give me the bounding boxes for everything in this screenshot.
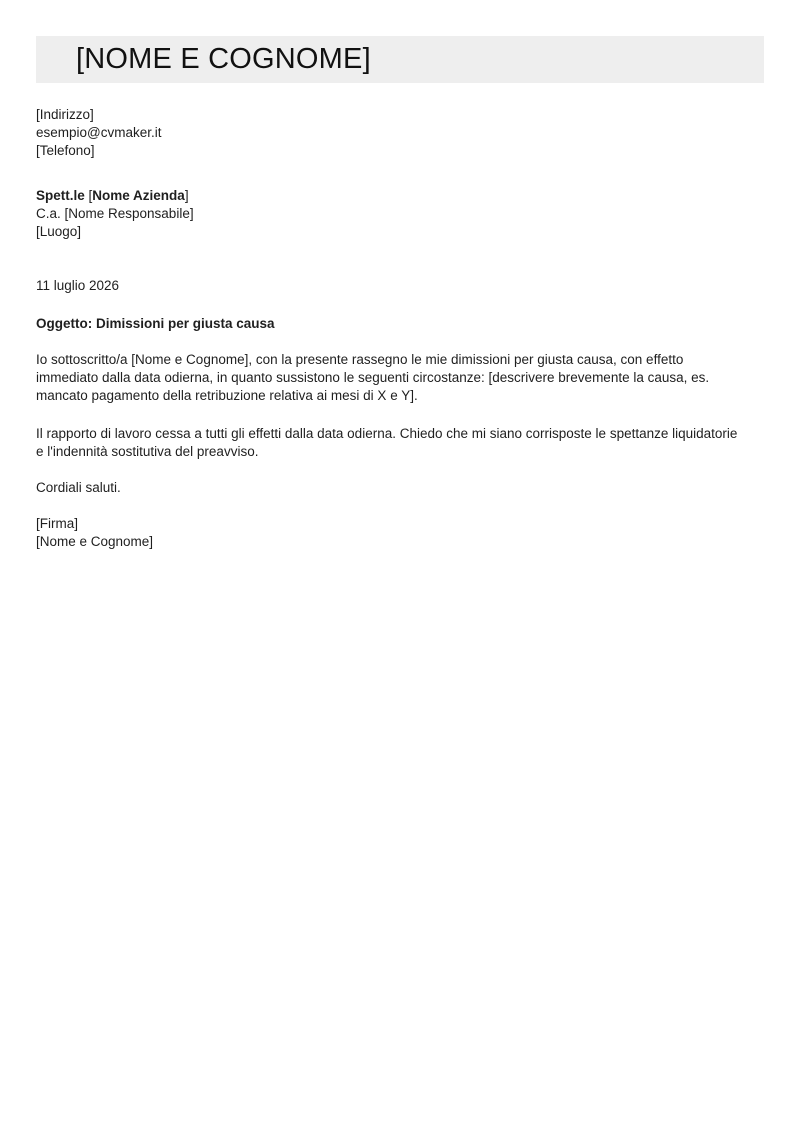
recipient-attention: C.a. [Nome Responsabile] xyxy=(36,206,194,221)
recipient-company-open: [ xyxy=(84,188,93,203)
sender-phone: [Telefono] xyxy=(36,143,95,158)
recipient-block xyxy=(36,187,194,241)
letter-subject: Oggetto: Dimissioni per giusta causa xyxy=(36,316,275,331)
body-paragraph-1: Io sottoscritto/a [Nome e Cognome], con la presente rassegno le mie dimissioni per giusta causa, con effetto immediato dalla data odierna, in quanto sussistono le seguenti circostanze: [descrivere brevemente la causa, es. mancato pagamento della retribuzione relativa ai mesi di X e Y]. xyxy=(36,352,710,403)
recipient-company-close: ] xyxy=(184,188,189,203)
recipient-prefix: Spett.le xyxy=(36,188,85,203)
recipient-place: [Luogo] xyxy=(36,224,82,239)
sender-address: [Indirizzo] xyxy=(36,107,94,122)
closing-salutation: Cordiali saluti. xyxy=(36,480,121,495)
body-paragraph-2: Il rapporto di lavoro cessa a tutti gli effetti dalla data odierna. Chiedo che mi siano corrisposte le spettanze liquidatorie e l'indennità sostitutiva del preavviso. xyxy=(36,426,738,459)
signature-placeholder: [Firma] xyxy=(36,516,78,531)
sender-email: esempio@cvmaker.it xyxy=(36,125,162,140)
signature-block xyxy=(36,515,153,551)
signature-name: [Nome e Cognome] xyxy=(36,534,154,549)
letter-date: 11 luglio 2026 xyxy=(36,278,120,293)
header-band xyxy=(36,36,764,83)
recipient-company-line xyxy=(36,187,194,205)
sender-name-heading: [NOME E COGNOME] xyxy=(76,43,371,75)
sender-block xyxy=(36,106,162,160)
recipient-company: Nome Azienda xyxy=(92,188,185,203)
